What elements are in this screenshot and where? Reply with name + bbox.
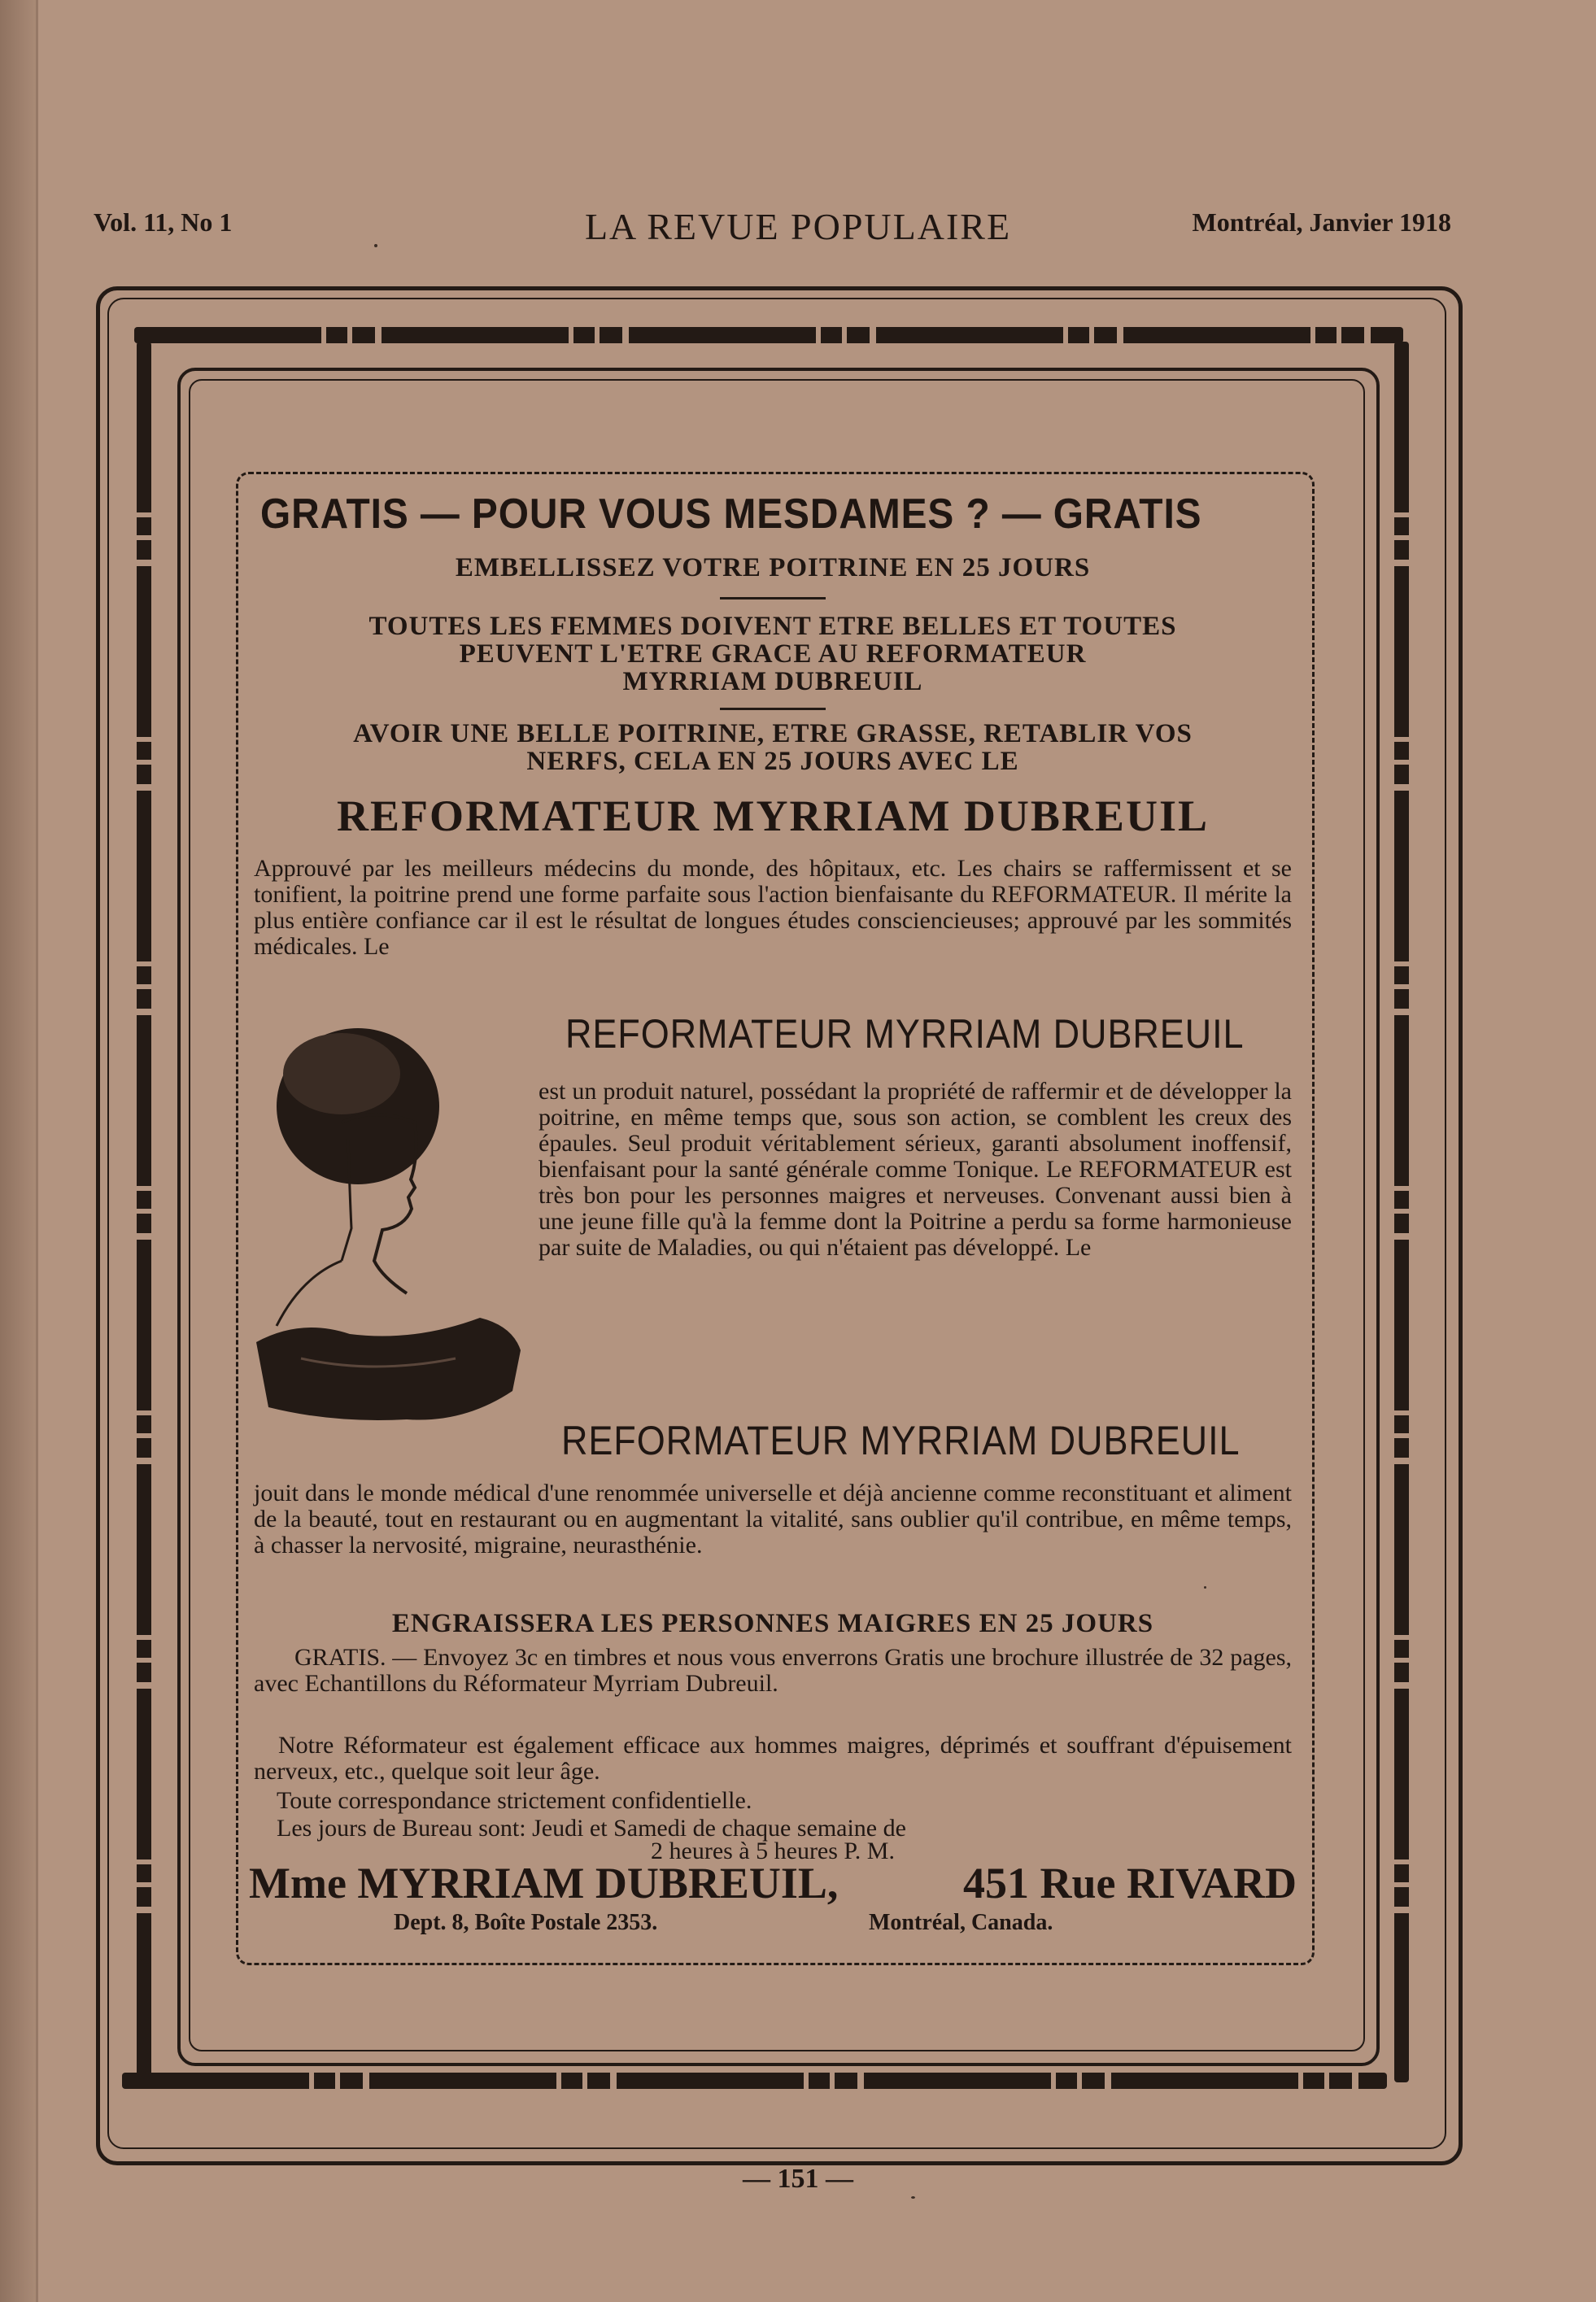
brand-subtitle-2: REFORMATEUR MYRRIAM DUBREUIL [561,1418,1241,1463]
woman-portrait-illustration [252,1017,529,1440]
claim-line-1: TOUTES LES FEMMES DOIVENT ETRE BELLES ET TOUTES [368,612,1177,641]
offer-paragraph: GRATIS. — Envoyez 3c en timbres et nous vous enverrons Gratis une brochure illustrée de 32 pages, avec Echantillons du Réformateur Myrriam Dubreuil. [254,1644,1292,1697]
page-binding-edge [0,0,36,2302]
masthead-title: LA REVUE POPULAIRE [584,206,1012,247]
intro-paragraph: Approuvé par les meilleurs médecins du monde, des hôpitaux, etc. Les chairs se raffermissent et se tonifient, la poitrine prend une forme parfaite sous l'action bienfaisante du REFORMATEUR. Il mérite la plus entière confiance car il est le résultat de longues études consciencieuses; approuvé par les sommités médicales. Le [254,855,1292,960]
reformateur-advertisement [244,482,1302,1954]
paper-speck [1204,1586,1206,1589]
top-chain-border [134,327,1403,343]
divider-rule [720,708,826,710]
paper-speck [374,244,377,247]
brand-subtitle-1: REFORMATEUR MYRRIAM DUBREUIL [565,1011,1245,1057]
left-chain-border [137,342,151,2082]
address-street: 451 Rue RIVARD [962,1859,1297,1907]
right-chain-border [1394,342,1409,2082]
office-days: Les jours de Bureau sont: Jeudi et Samedi de chaque semaine de [277,1815,906,1842]
address-city: Montréal, Canada. [869,1910,1053,1935]
promise-line-1: AVOIR UNE BELLE POITRINE, ETRE GRASSE, RETABLIR VOS [353,719,1193,748]
bottom-chain-border [122,2073,1387,2089]
page-binding-shadow [36,0,38,2302]
postal-box: Dept. 8, Boîte Postale 2353. [394,1910,658,1935]
page-number: — 151 — [743,2164,853,2194]
claim-line-2: PEUVENT L'ETRE GRACE AU REFORMATEUR [459,639,1087,669]
promise-line-2: NERFS, CELA EN 25 JOURS AVEC LE [526,747,1019,776]
men-paragraph: Notre Réformateur est également efficace aux hommes maigres, déprimés et souffrant d'épuisement nerveux, etc., quelque soit leur âge. [254,1732,1292,1785]
product-paragraph: est un produit naturel, possédant la propriété de raffermir et de développer la poitrine, en même temps que, sous son action, se comblent les creux des épaules. Seul produit véritablement sérieux, garanti absolument inoffensif, bienfaisant pour la santé générale comme Tonique. Le REFORMATEUR est très bon pour les personnes maigres et nerveuses. Convenant aussi bien à une jeune fille qu'à la femme dont la Poitrine a perdu sa forme harmonieuse par suite de Maladies, ou qui n'étaient pas développé. Le [539,1078,1292,1261]
address-name: Mme MYRRIAM DUBREUIL, [249,1859,839,1907]
office-hours: 2 heures à 5 heures P. M. [651,1838,895,1864]
claim-line-3: MYRRIAM DUBREUIL [622,667,923,696]
brand-title: REFORMATEUR MYRRIAM DUBREUIL [337,791,1209,840]
ad-subhead: EMBELLISSEZ VOTRE POITRINE EN 25 JOURS [455,553,1091,582]
dateline: Montréal, Janvier 1918 [1192,207,1451,237]
fatten-heading: ENGRAISSERA LES PERSONNES MAIGRES EN 25 JOURS [391,1609,1154,1638]
confidential-note: Toute correspondance strictement confidentielle. [277,1787,752,1814]
paper-speck [911,2196,915,2199]
ad-headline: GRATIS — POUR VOUS MESDAMES ? — GRATIS [260,490,1202,538]
renown-paragraph: jouit dans le monde médical d'une renommée universelle et déjà ancienne comme reconstituant et aliment de la beauté, tout en restaurant ou en augmentant la vitalité, sans oublier qu'il contribue, en même temps, à chasser la nervosité, migraine, neurasthénie. [254,1480,1292,1559]
divider-rule [720,597,826,599]
volume-number: Vol. 11, No 1 [94,207,233,237]
